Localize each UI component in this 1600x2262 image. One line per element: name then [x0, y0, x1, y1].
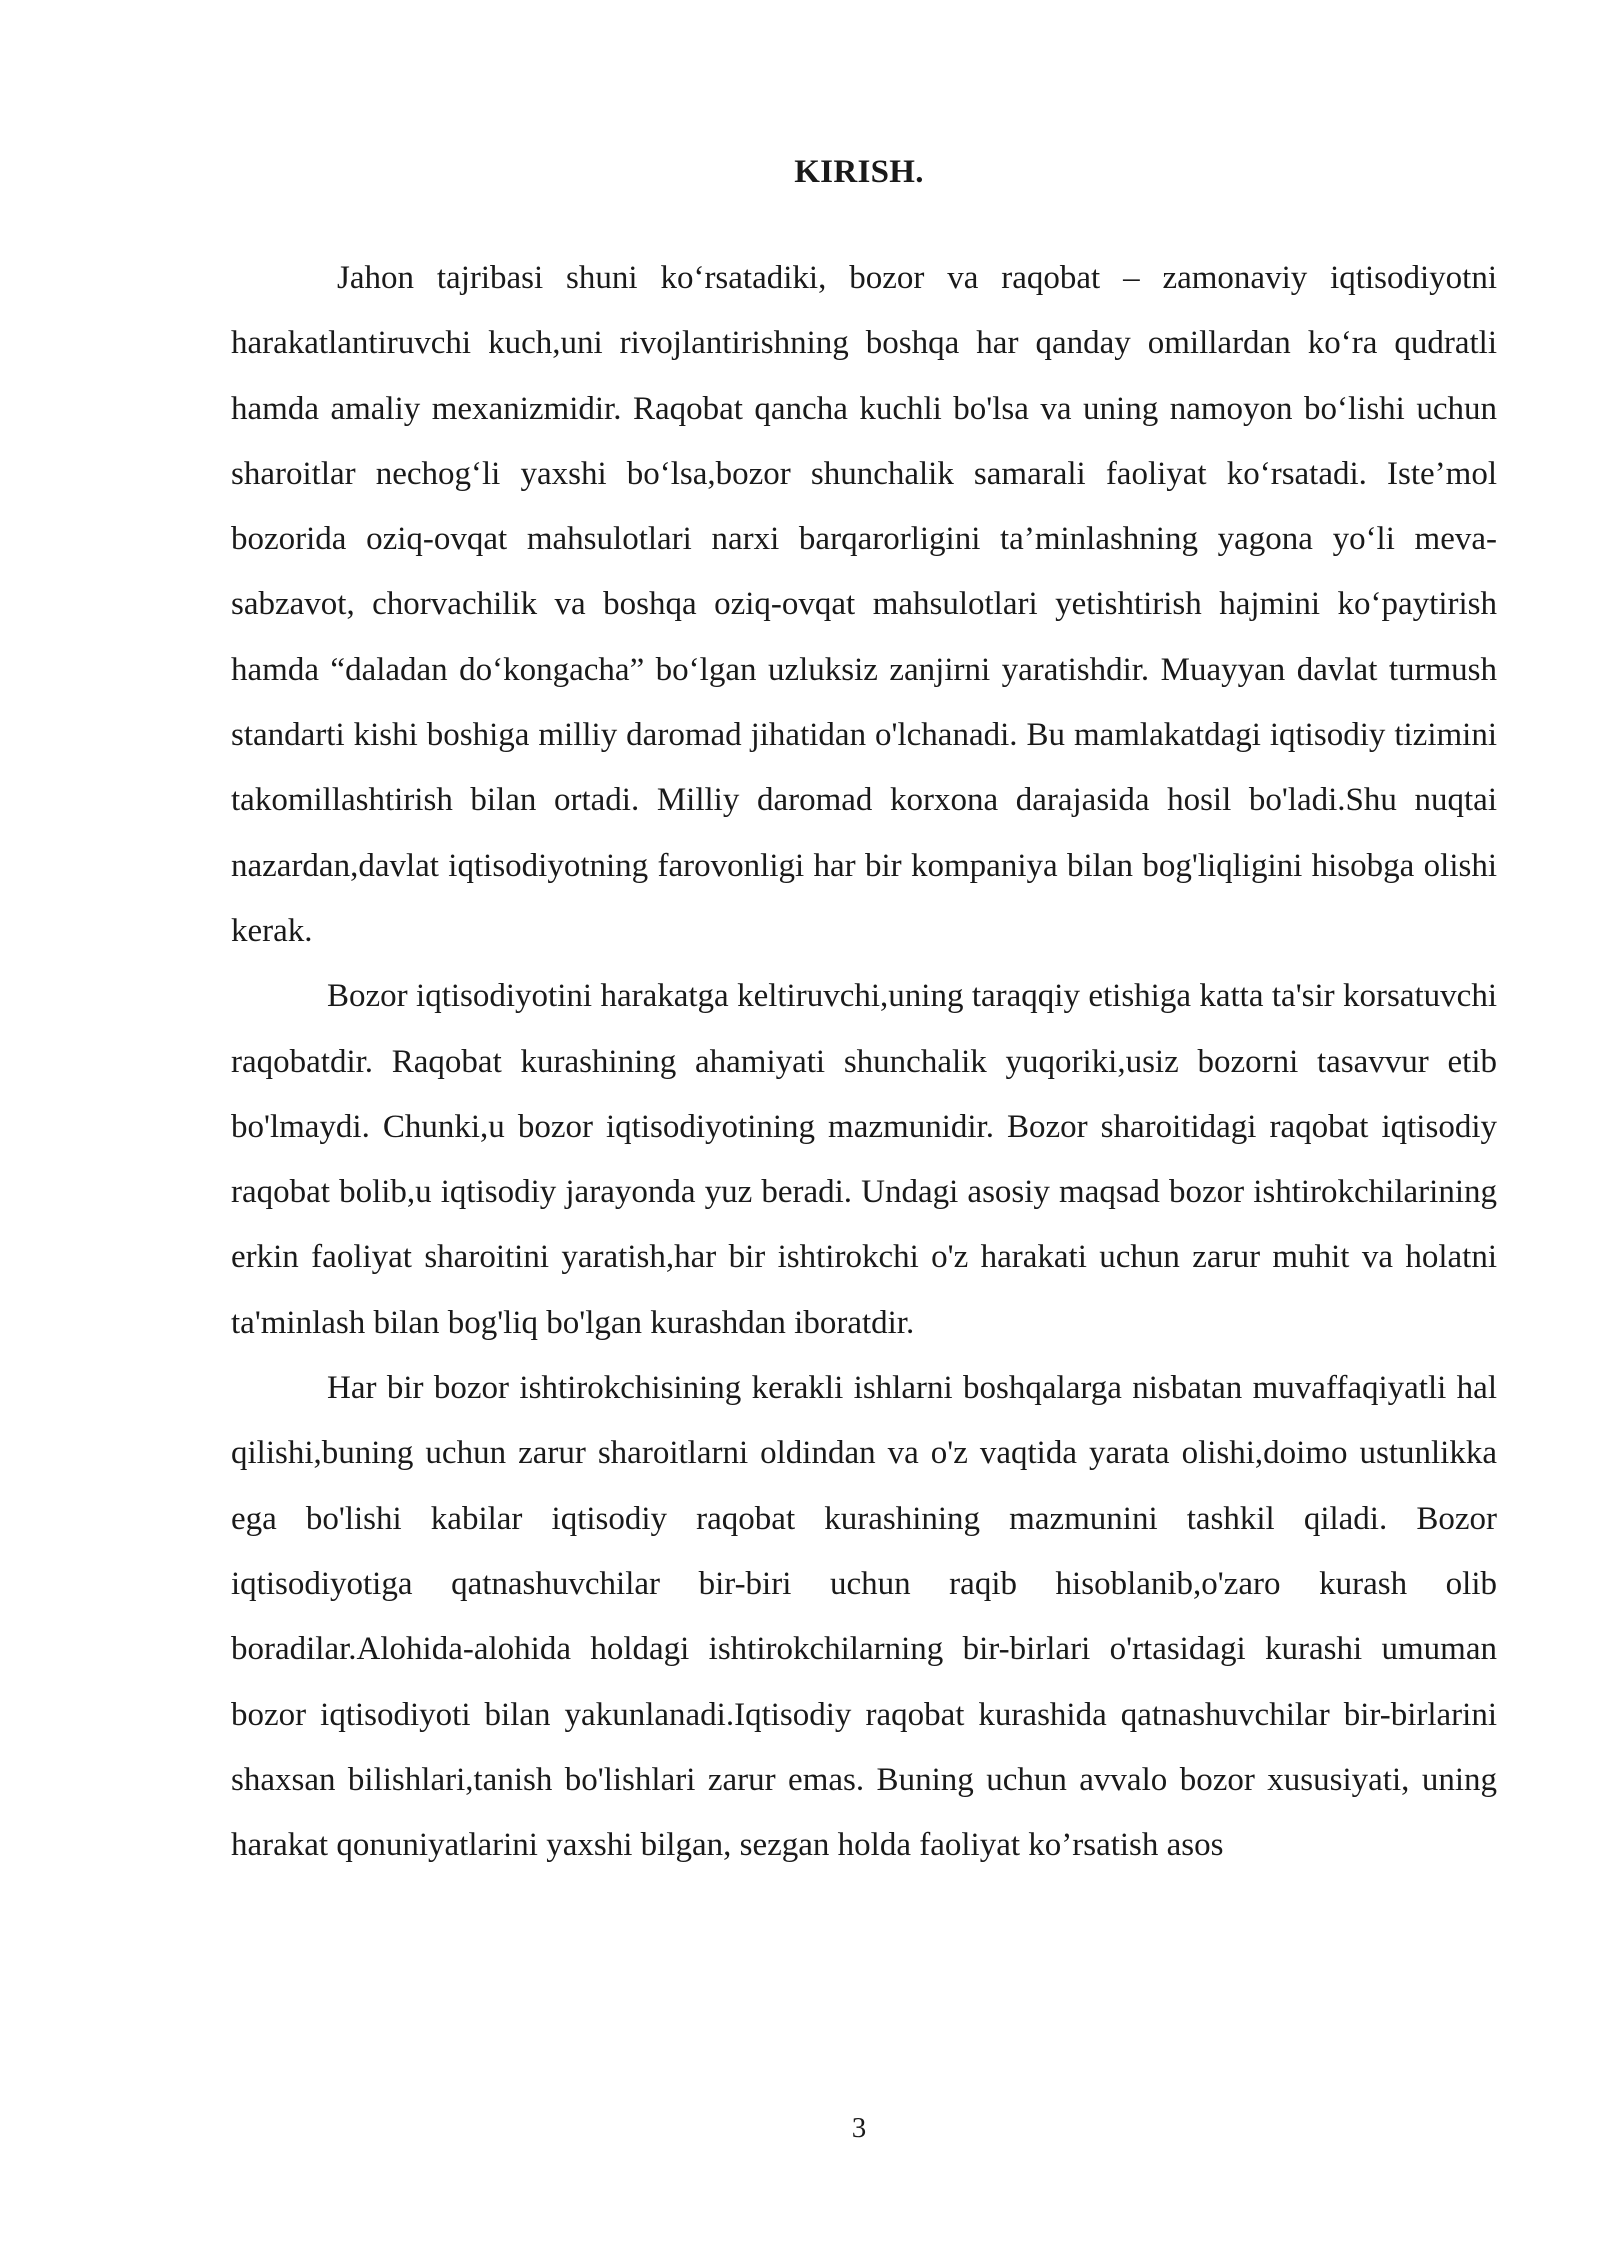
- page-title: KIRISH.: [794, 154, 924, 190]
- body-text: [231, 246, 1497, 1878]
- paragraph-2: Bozor iqtisodiyotini harakatga keltiruvchi,uning taraqqiy etishiga katta ta'sir korsatuvchi raqobatdir. Raqobat kurashining ahamiyati shunchalik yuqoriki,usiz bozorni tasavvur etib bo'lmaydi. Chunki,u bozor iqtisodiyotining mazmunidir. Bozor sharoitidagi raqobat iqtisodiy raqobat bolib,u iqtisodiy jarayonda yuz beradi. Undagi asosiy maqsad bozor ishtirokchilarining erkin faoliyat sharoitini yaratish,har bir ishtirokchi o'z harakati uchun zarur muhit va holatni ta'minlash bilan bog'liq bo'lgan kurashdan iboratdir.: [231, 978, 1497, 1341]
- page-number: 3: [851, 2112, 867, 2144]
- paragraph-3: Har bir bozor ishtirokchisining kerakli ishlarni boshqalarga nisbatan muvaffaqiyatli hal qilishi,buning uchun zarur sharoitlarni oldindan va o'z vaqtida yarata olishi,doimo ustunlikka ega bo'lishi kabilar iqtisodiy raqobat kurashining mazmunini tashkil qiladi. Bozor iqtisodiyotiga qatnashuvchilar bir-biri uchun raqib hisoblanib,o'zaro kurash olib boradilar.Alohida-alohida holdagi ishtirokchilarning bir-birlari o'rtasidagi kurashi umuman bozor iqtisodiyoti bilan yakunlanadi.Iqtisodiy raqobat kurashida qatnashuvchilar bir-birlarini shaxsan bilishlari,tanish bo'lishlari zarur emas. Buning uchun avvalo bozor xususiyati, uning harakat qonuniyatlarini yaxshi bilgan, sezgan holda faoliyat ko’rsatish asos: [231, 1370, 1497, 1864]
- paragraph-1: Jahon tajribasi shuni ko‘rsatadiki, bozor va raqobat – zamonaviy iqtisodiyotni harakatlantiruvchi kuch,uni rivojlantirishning boshqa har qanday omillardan ko‘ra qudratli hamda amaliy mexanizmidir. Raqobat qancha kuchli bo'lsa va uning namoyon bo‘lishi uchun sharoitlar nechog‘li yaxshi bo‘lsa,bozor shunchalik samarali faoliyat ko‘rsatadi. Iste’mol bozorida oziq-ovqat mahsulotlari narxi barqarorligini ta’minlashning yagona yo‘li meva-sabzavot, chorvachilik va boshqa oziq-ovqat mahsulotlari yetishtirish hajmini ko‘paytirish hamda “daladan do‘kongacha” bo‘lgan uzluksiz zanjirni yaratishdir. Muayyan davlat turmush standarti kishi boshiga milliy daromad jihatidan o'lchanadi. Bu mamlakatdagi iqtisodiy tizimini takomillashtirish bilan ortadi. Milliy daromad korxona darajasida hosil bo'ladi.Shu nuqtai nazardan,davlat iqtisodiyotning farovonligi har bir kompaniya bilan bog'liqligini hisobga olishi kerak.: [231, 260, 1497, 949]
